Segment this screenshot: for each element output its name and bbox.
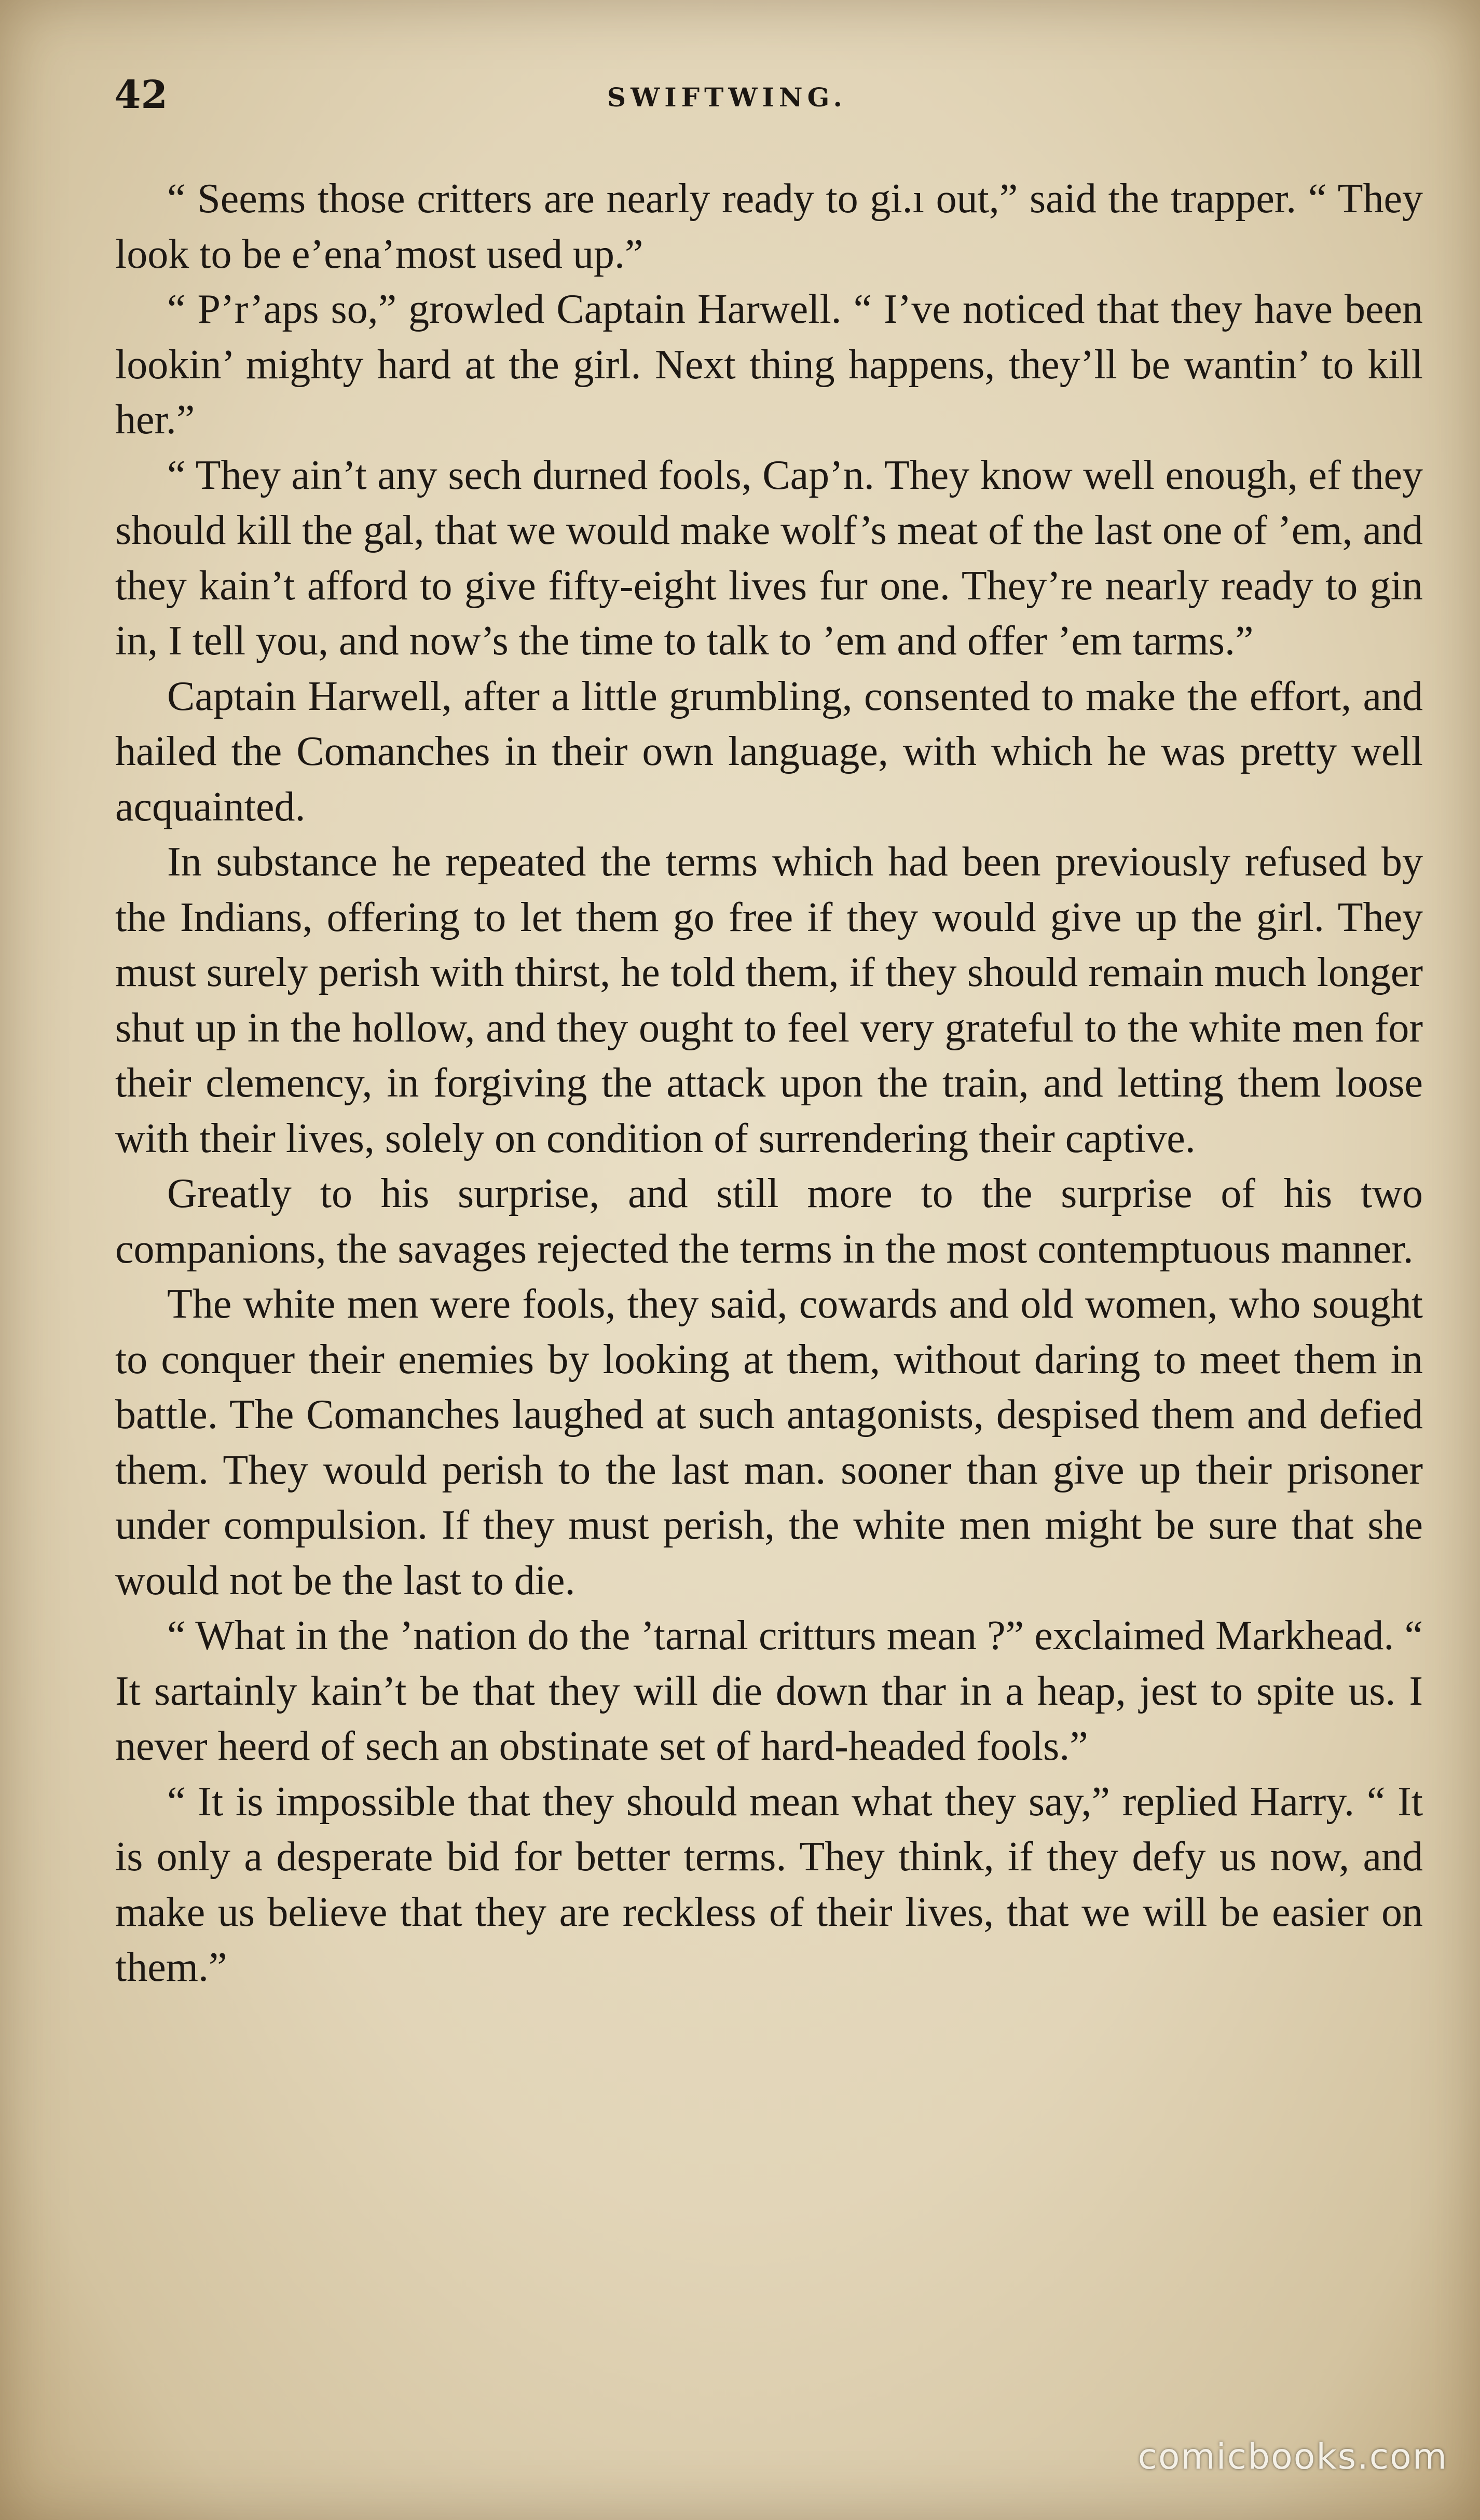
running-title: SWIFTWING.: [607, 82, 847, 113]
paragraph: “ P’r’aps so,” growled Captain Harwell. “ I’ve noticed that they have been lookin’ mighty hard at the girl. Next thing happens, they’ll be wantin’ to kill her.”: [115, 286, 1423, 443]
paragraph: The white men were fools, they said, cowards and old women, who sought to conquer their enemies by looking at them, without daring to meet them in battle. The Comanches laughed at such antagonists, despised them and defied them. They would perish to the last man. sooner than give up their prisoner under compulsion. If they must perish, the white men might be sure that she would not be the last to die.: [115, 1281, 1423, 1604]
paragraph: In substance he repeated the terms which had been previously refused by the Indians, offering to let them go free if they would give up the girl. They must surely perish with thirst, he told them, if they should remain much longer shut up in the hollow, and they ought to feel very grateful to the white men for their clemency, in forgiving the attack upon the train, and letting them loose with their lives, solely on condition of surrendering their captive.: [115, 839, 1423, 1161]
paragraph: “ What in the ’nation do the ’tarnal critturs mean ?” exclaimed Markhead. “ It sartainly kain’t be that they will die down thar in a heap, jest to spite us. I never heerd of sech an obstinate set of hard-headed fools.”: [115, 1613, 1423, 1769]
body-text: [115, 171, 1423, 1995]
page-number: 42: [114, 73, 168, 117]
running-head: [114, 73, 1422, 130]
paragraph: Captain Harwell, after a little grumbling, consented to make the effort, and hailed the Comanches in their own language, with which he was pretty well acquainted.: [115, 673, 1423, 830]
paragraph: Greatly to his surprise, and still more to the surprise of his two companions, the savages rejected the terms in the most contemptuous manner.: [115, 1171, 1423, 1272]
paragraph: “ It is impossible that they should mean what they say,” replied Harry. “ It is only a desperate bid for better terms. They think, if they defy us now, and make us believe that they are reckless of their lives, that we will be easier on them.”: [115, 1778, 1423, 1990]
paragraph: “ They ain’t any sech durned fools, Cap’n. They know well enough, ef they should kill the gal, that we would make wolf’s meat of the last one of ’em, and they kain’t afford to give fifty-eight lives fur one. They’re nearly ready to gin in, I tell you, and now’s the time to talk to ’em and offer ’em tarms.”: [115, 452, 1423, 664]
watermark: comicbooks.com: [1138, 2436, 1448, 2477]
paragraph: “ Seems those critters are nearly ready to gi.ı out,” said the trapper. “ They look to be e’ena’most used up.”: [115, 176, 1423, 277]
